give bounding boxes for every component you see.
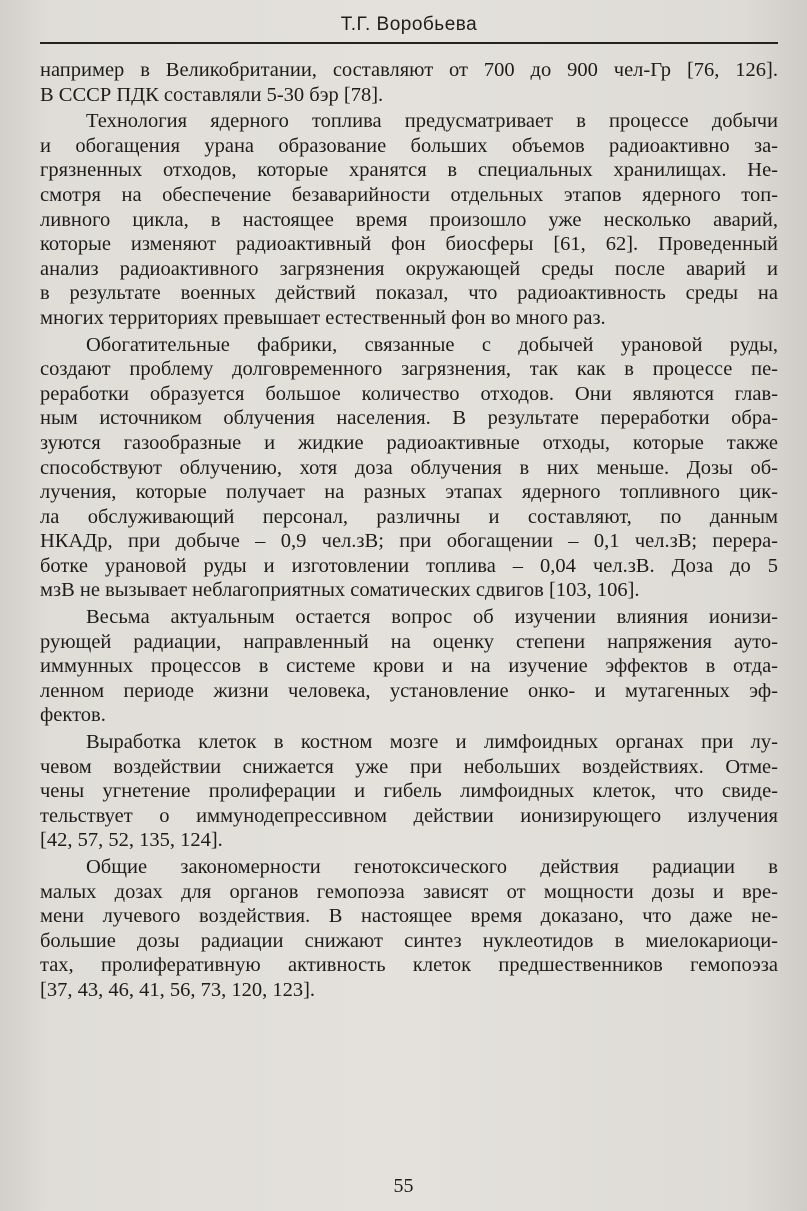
page-number: 55: [393, 1175, 414, 1197]
text-line: тах, пролиферативную активность клеток предшественников гемопоэза: [40, 954, 778, 977]
text-line: мени лучевого воздействия. В настоящее время доказано, что даже не-: [40, 905, 778, 928]
text-line: анализ радиоактивного загрязнения окружающей среды после аварий и: [40, 257, 778, 280]
text-line: ленном периоде жизни человека, установление онко- и мутагенных эф-: [40, 679, 778, 702]
text-line: Общие закономерности генотоксического действия радиации в: [86, 856, 778, 878]
text-line: тельствует о иммунодепрессивном действии ионизирующего излучения: [40, 804, 778, 827]
text-line: ливного цикла, в настоящее время произошло уже несколько аварий,: [40, 208, 778, 231]
text-line: Технология ядерного топлива предусматривает в процессе добычи: [86, 110, 778, 133]
text-line: например в Великобритании, составляют от 700 до 900 чел-Гр [76, 126].: [40, 59, 778, 81]
text-line: малых дозах для органов гемопоэза зависят от мощности дозы и вре-: [40, 880, 778, 903]
text-line: смотря на обеспечение безаварийности отдельных этапов ядерного топ-: [40, 183, 778, 206]
text-line: ботке урановой руды и изготовлении топлива – 0,04 чел.зВ. Доза до 5: [40, 554, 778, 577]
text-line: которые изменяют радиоактивный фон биосферы [61, 62]. Проведенный: [40, 233, 778, 256]
running-header: [40, 10, 778, 44]
text-line: Выработка клеток в костном мозге и лимфоидных органах при лу-: [86, 731, 778, 754]
header-author: Т.Г. Воробьева: [340, 14, 478, 35]
text-line: фектов.: [40, 704, 106, 727]
text-line: чены угнетение пролиферации и гибель лимфоидных клеток, что свиде-: [40, 780, 778, 803]
text-line: создают проблему долговременного загрязнения, так как в процессе пе-: [40, 358, 778, 381]
text-line: Обогатительные фабрики, связанные с добычей урановой руды,: [86, 333, 778, 356]
text-line: [37, 43, 46, 41, 56, 73, 120, 123].: [40, 978, 316, 1001]
text-line: реработки образуется большое количество отходов. Они являются глав-: [40, 382, 778, 405]
text-line: иммунных процессов в системе крови и на изучение эффектов в отда-: [40, 655, 778, 678]
paragraph: [40, 730, 778, 853]
text-line: и обогащения урана образование больших объемов радиоактивно за-: [40, 134, 778, 157]
text-line: ным источником облучения населения. В результате переработки обра-: [40, 407, 778, 430]
text-line: зуются газообразные и жидкие радиоактивные отходы, которые также: [40, 431, 778, 454]
body-text: [40, 58, 778, 1003]
text-line: способствуют облучению, хотя доза облучения в них меньше. Дозы об-: [40, 456, 778, 479]
text-line: рующей радиации, направленный на оценку степени напряжения ауто-: [40, 630, 778, 653]
paragraph: [40, 605, 778, 728]
text-line: ла обслуживающий персонал, различны и составляют, по данным: [40, 505, 778, 528]
text-line: В СССР ПДК составляли 5-30 бэр [78].: [40, 83, 384, 106]
text-line: в результате военных действий показал, что радиоактивность среды на: [40, 282, 778, 305]
text-line: грязненных отходов, которые хранятся в специальных хранилищах. Не-: [40, 159, 778, 182]
paragraph: [40, 855, 778, 1003]
text-line: лучения, которые получает на разных этапах ядерного топливного цик-: [40, 481, 778, 504]
text-line: Весьма актуальным остается вопрос об изучении влияния ионизи-: [86, 606, 778, 629]
text-line: мзВ не вызывает неблагоприятных соматических сдвигов [103, 106].: [40, 579, 640, 602]
text-line: многих территориях превышает естественный фон во много раз.: [40, 306, 606, 329]
paragraph: [40, 333, 778, 604]
text-line: НКАДр, при добыче – 0,9 чел.зВ; при обогащении – 0,1 чел.зВ; перера-: [40, 530, 778, 553]
text-line: [42, 57, 52, 135, 124].: [40, 829, 223, 852]
text-line: чевом воздействии снижается уже при небольших воздействиях. Отме-: [40, 755, 778, 778]
text-line: большие дозы радиации снижают синтез нуклеотидов в миелокариоци-: [40, 929, 778, 952]
paragraph: [40, 58, 778, 107]
paragraph: [40, 109, 778, 330]
